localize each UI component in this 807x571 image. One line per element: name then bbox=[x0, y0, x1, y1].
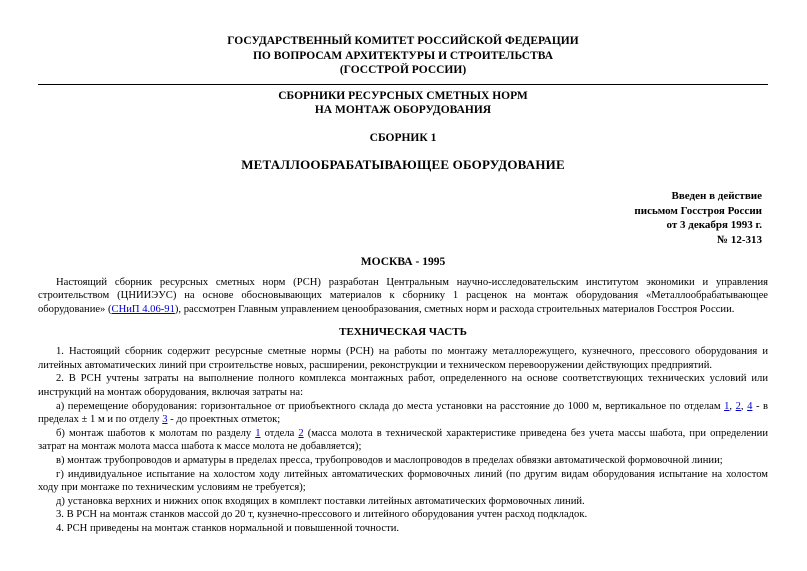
introduced-line-3: от 3 декабря 1993 г. bbox=[666, 219, 762, 231]
intro-text-1: Настоящий сборник ресурсных сметных норм (РСН) разработан Центральным научно-исследовательским институтом экономики и управления строительством (ЦНИИЭУС) на основе обосновывающих материалов к сборнику 1 расценок на монтаж оборудования «Металлообрабатывающее оборудование» ( bbox=[38, 276, 768, 315]
item-4: 4. РСН приведены на монтаж станков нормальной и повышенной точности. bbox=[56, 523, 400, 534]
item-2a bbox=[38, 400, 768, 427]
collection-line-2: НА МОНТАЖ ОБОРУДОВАНИЯ bbox=[314, 104, 492, 116]
item-2a-text-3: - до проектных отметок; bbox=[167, 414, 281, 426]
agency-line-3: (ГОССТРОЙ РОССИИ) bbox=[339, 64, 467, 76]
item-2d: г) индивидуальное испытание на холостом ходу литейных автоматических формовочных линий (по другим видам оборудования испытание на холостом ходу при монтаже по техническим условиям не требуется); bbox=[38, 468, 768, 494]
collection-heading bbox=[38, 89, 768, 118]
item-2e: д) установка верхних и нижних опок входящих в комплект поставки литейных автоматических формовочных линий. bbox=[56, 495, 585, 507]
intro-text-2: ), рассмотрен Главным управлением ценообразования, сметных норм и расхода строительных материалов Госстроя России. bbox=[174, 303, 735, 315]
item-2a-text-2: - в пределах ± 1 м и по отделу bbox=[38, 400, 769, 426]
snip-link[interactable]: СНиП 4.06-91 bbox=[111, 303, 175, 315]
collection-number: СБОРНИК 1 bbox=[369, 131, 437, 144]
introduced-line-1: Введен в действие bbox=[671, 190, 762, 202]
agency-header bbox=[38, 34, 768, 78]
header-divider bbox=[38, 84, 768, 85]
item-2b-text-3: (масса молота в технической характеристике приведена без учета массы шабота, при определении затрат на монтаж молота масса шабота к массе молота не добавляется); bbox=[38, 427, 768, 453]
document-title: МЕТАЛЛООБРАБАТЫВАЮЩЕЕ ОБОРУДОВАНИЕ bbox=[241, 157, 565, 172]
intro-paragraph bbox=[38, 276, 768, 317]
item-2a-sep-1: , bbox=[729, 400, 736, 412]
section-link-1[interactable]: 1 bbox=[724, 400, 730, 412]
introduced-line-4: № 12-313 bbox=[717, 233, 762, 246]
chapter-link-1[interactable]: 1 bbox=[255, 427, 261, 439]
document-page bbox=[38, 34, 768, 536]
agency-line-2: ПО ВОПРОСАМ АРХИТЕКТУРЫ И СТРОИТЕЛЬСТВА bbox=[252, 49, 554, 62]
collection-line-1: СБОРНИКИ РЕСУРСНЫХ СМЕТНЫХ НОРМ bbox=[278, 89, 528, 102]
agency-line-1: ГОСУДАРСТВЕННЫЙ КОМИТЕТ РОССИЙСКОЙ ФЕДЕРАЦИИ bbox=[227, 35, 579, 47]
section-link-3[interactable]: 3 bbox=[162, 414, 168, 426]
item-1: 1. Настоящий сборник содержит ресурсные сметные нормы (РСН) на работы по монтажу металлорежущего, кузнечного, прессового оборудования и литейных автоматических линий при строительстве новых, расширении, реконструкции и техническом перевооружении действующих предприятий. bbox=[38, 346, 768, 371]
section-link-2[interactable]: 2 bbox=[735, 400, 741, 412]
city-year: МОСКВА - 1995 bbox=[360, 256, 446, 268]
item-2b-text-2: отдела bbox=[260, 427, 299, 439]
item-2b-text-1: б) монтаж шаботов к молотам по разделу bbox=[56, 427, 256, 439]
item-2a-sep-2: , bbox=[740, 400, 748, 412]
section-link-4[interactable]: 4 bbox=[747, 400, 753, 412]
introduced-block bbox=[38, 189, 762, 247]
section-link-2b[interactable]: 2 bbox=[298, 427, 304, 439]
item-2c: в) монтаж трубопроводов и арматуры в пределах пресса, трубопроводов и маслопроводов в пределах обвязки автоматической формовочной линии; bbox=[56, 455, 723, 467]
item-2a-text-1: а) перемещение оборудования: горизонтальное от приобъектного склада до места установки на расстояние до 1000 м, вертикальное по отделам bbox=[56, 400, 725, 412]
introduced-line-2: письмом Госстроя России bbox=[634, 204, 762, 217]
item-3: 3. В РСН на монтаж станков массой до 20 т, кузнечно-прессового и литейного оборудования учтен расход подкладок. bbox=[56, 509, 588, 521]
item-2: 2. В РСН учтены затраты на выполнение полного комплекса монтажных работ, определенного на основе соответствующих технических условий или инструкций на монтаж оборудования, включая затраты на: bbox=[38, 373, 768, 399]
section-title: ТЕХНИЧЕСКАЯ ЧАСТЬ bbox=[339, 326, 467, 339]
item-2b bbox=[38, 427, 768, 454]
